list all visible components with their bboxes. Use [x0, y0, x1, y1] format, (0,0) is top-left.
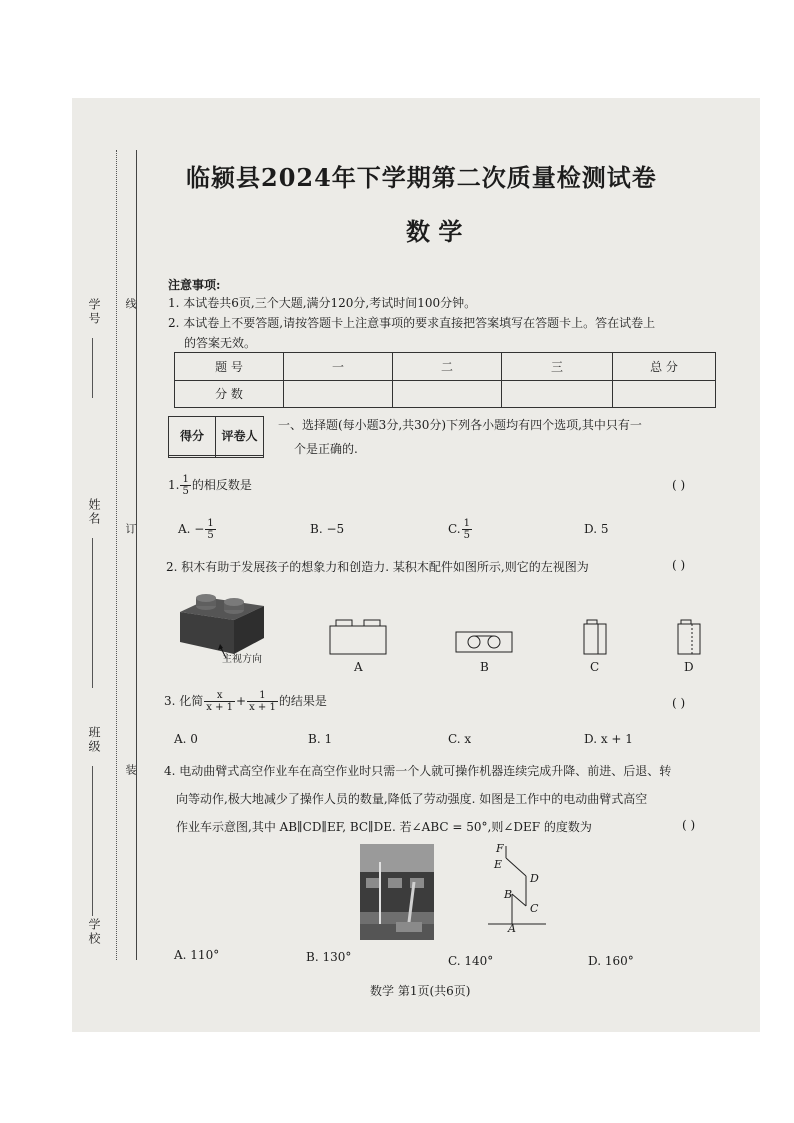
score-cell[interactable] — [613, 380, 716, 408]
q1-option-b[interactable]: B. −5 — [310, 522, 345, 536]
view-d-label[interactable]: D — [684, 660, 694, 674]
name-label: 姓名 — [87, 498, 101, 526]
q1-option-a[interactable]: A. − $\frac{1}{5}$ — [178, 518, 214, 541]
view-b-figure — [452, 628, 516, 656]
point-a-label: A — [508, 922, 516, 935]
q4-option-d[interactable]: D. 160° — [588, 954, 634, 968]
score-header-cell: 三 — [502, 353, 613, 381]
front-view-label: 主视方向 — [222, 654, 262, 665]
point-e-label: E — [494, 858, 503, 871]
school-label: 学校 — [87, 918, 101, 946]
q4-answer-paren[interactable]: ( ) — [682, 818, 696, 832]
score-cell[interactable] — [284, 380, 393, 408]
score-header-cell: 题 号 — [175, 353, 284, 381]
bind-mark: 装 — [124, 764, 137, 777]
question-4-line-3: 作业车示意图,其中 AB∥CD∥EF, BC∥DE. 若∠ABC = 50°,则∠DEF 的度数为 — [176, 820, 592, 834]
q1-option-d[interactable]: D. 5 — [584, 522, 609, 536]
class-label: 班级 — [87, 726, 101, 754]
point-d-label: D — [530, 872, 539, 885]
view-a-figure — [326, 616, 390, 656]
grader-box — [168, 416, 264, 458]
score-header-cell: 二 — [393, 353, 502, 381]
q2-answer-paren[interactable]: ( ) — [672, 558, 686, 572]
score-row-label: 分 数 — [175, 380, 284, 408]
q3-answer-paren[interactable]: ( ) — [672, 696, 686, 710]
binding-dotted-line — [116, 150, 117, 960]
view-c-figure — [580, 616, 610, 658]
grader-name-cell[interactable] — [216, 455, 264, 457]
q1-option-c[interactable]: C. $\frac{1}{5}$ — [448, 518, 470, 541]
notice-heading: 注意事项: — [168, 278, 221, 292]
score-header-cell: 一 — [284, 353, 393, 381]
point-b-label: B — [504, 888, 513, 901]
score-cell[interactable] — [393, 380, 502, 408]
aerial-work-vehicle-photo — [360, 844, 434, 940]
view-a-label[interactable]: A — [354, 660, 363, 674]
q4-option-c[interactable]: C. 140° — [448, 954, 494, 968]
question-2: 2. 积木有助于发展孩子的想象力和创造力. 某积木配件如图所示,则它的左视图为 — [166, 560, 589, 574]
score-cell[interactable] — [502, 380, 613, 408]
staple-mark: 订 — [124, 523, 137, 536]
q1-answer-paren[interactable]: ( ) — [672, 478, 686, 492]
score-table — [174, 352, 716, 408]
question-1: 1. $\frac{1}{5}$ 的相反数是 — [168, 474, 252, 497]
name-blank — [92, 538, 93, 688]
question-4-line-2: 向等动作,极大地减少了操作人员的数量,降低了劳动强度. 如图是工作中的电动曲臂式高空 — [176, 792, 648, 806]
q4-option-b[interactable]: B. 130° — [306, 950, 352, 964]
subject-title: 数 学 — [406, 217, 463, 246]
point-c-label: C — [530, 902, 539, 915]
notice-item-2: 2. 本试卷上不要答题,请按答题卡上注意事项的要求直接把答案填写在答题卡上。答在试卷上 — [168, 316, 656, 330]
section1-heading-cont: 个是正确的. — [294, 442, 358, 456]
class-blank — [92, 766, 93, 916]
question-4-line-1: 4. 电动曲臂式高空作业车在高空作业时只需一个人就可操作机器连续完成升降、前进、后退、转 — [164, 764, 672, 778]
view-b-label[interactable]: B — [480, 660, 489, 674]
grader-score-cell[interactable] — [169, 455, 216, 457]
q3-option-d[interactable]: D. x + 1 — [584, 732, 633, 746]
student-id-blank — [92, 338, 93, 398]
page-footer: 数学 第1页(共6页) — [370, 984, 471, 998]
grader-name-label: 评卷人 — [216, 417, 264, 456]
binding-solid-line — [136, 150, 137, 960]
notice-item-1: 1. 本试卷共6页,三个大题,满分120分,考试时间100分钟。 — [168, 296, 477, 310]
exam-title: 临颍县2024年下学期第二次质量检测试卷 — [186, 163, 657, 192]
q3-option-b[interactable]: B. 1 — [308, 732, 333, 746]
section1-heading: 一、选择题(每小题3分,共30分)下列各小题均有四个选项,其中只有一 — [278, 418, 642, 432]
score-header-cell: 总 分 — [613, 353, 716, 381]
view-d-figure — [674, 616, 704, 658]
line-mark: 线 — [124, 298, 137, 311]
grader-score-label: 得分 — [169, 417, 216, 456]
q3-option-c[interactable]: C. x — [448, 732, 472, 746]
view-c-label[interactable]: C — [590, 660, 600, 674]
point-f-label: F — [496, 842, 504, 855]
notice-item-2-cont: 的答案无效。 — [184, 336, 257, 350]
q4-option-a[interactable]: A. 110° — [174, 948, 220, 962]
geometry-diagram — [482, 842, 562, 942]
q3-option-a[interactable]: A. 0 — [174, 732, 198, 746]
question-3: 3. 化简 $\frac{x}{x + 1}$ + $\frac{1}{x + 1}$ 的结果是 — [164, 690, 327, 713]
exam-paper — [72, 98, 760, 1032]
student-id-label: 学号 — [87, 298, 101, 326]
